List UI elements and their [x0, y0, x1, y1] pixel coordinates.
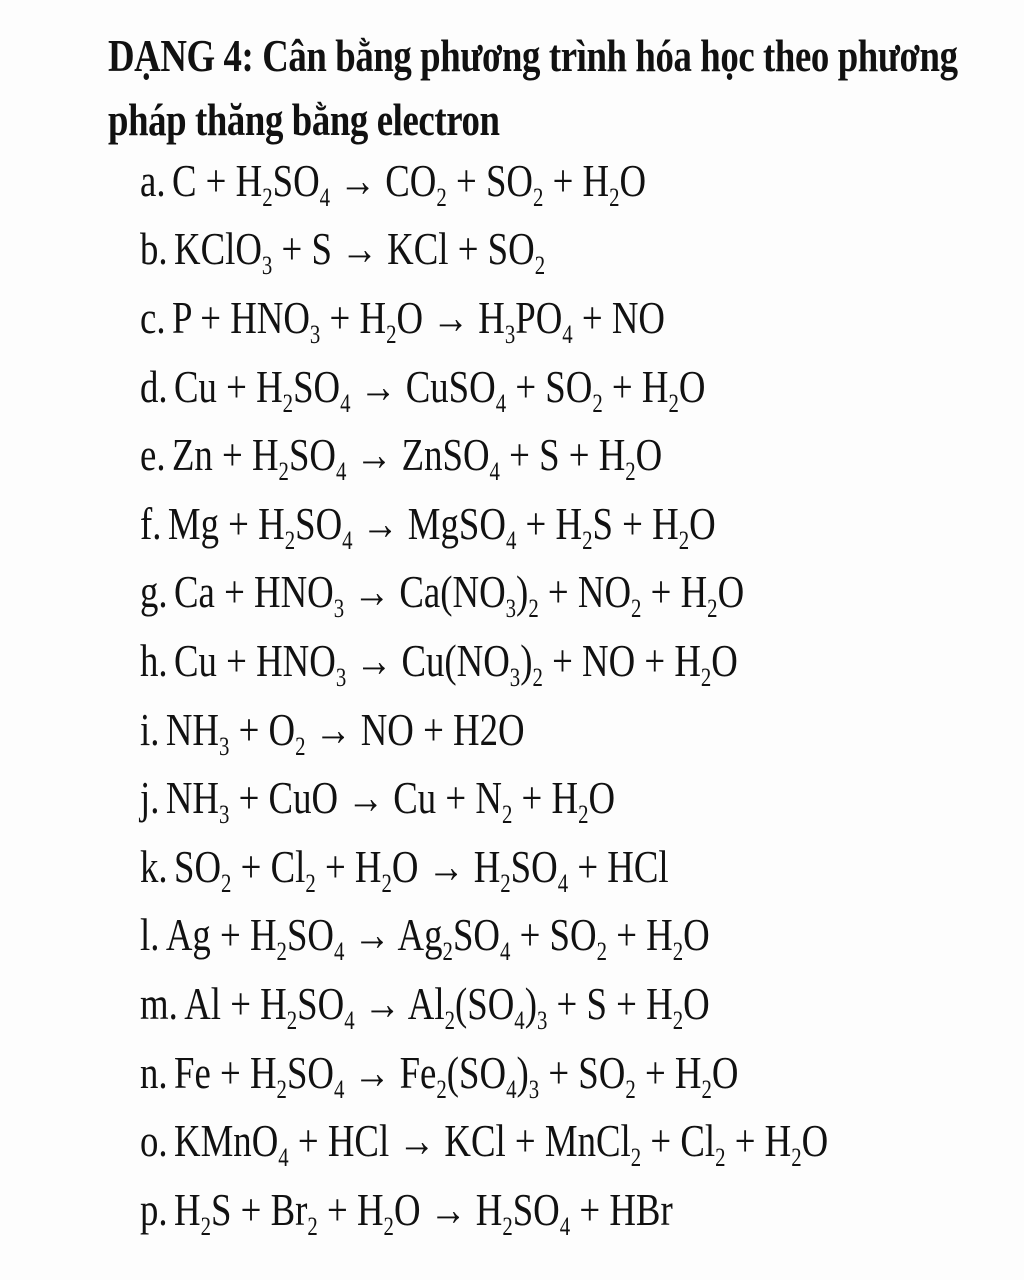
formula-subscript: 4	[333, 937, 345, 967]
formula-text: + H	[516, 497, 583, 549]
formula-text: → NO + H2O	[305, 703, 525, 755]
formula-subscript: 3	[218, 731, 230, 761]
formula-text: + S + H	[547, 977, 673, 1029]
formula-text: → Ca(NO	[344, 566, 506, 618]
formula-subscript: 2	[386, 319, 397, 349]
equation-formula	[174, 840, 669, 898]
formula-subscript: 2	[609, 182, 620, 212]
equation-label: i.	[140, 703, 160, 755]
formula-subscript: 2	[262, 182, 273, 212]
formula-subscript: 2	[532, 182, 544, 212]
formula-text: + SO	[510, 909, 597, 961]
formula-text: SO	[295, 497, 343, 549]
formula-text: H	[174, 1183, 201, 1235]
formula-text: O	[678, 360, 706, 412]
formula-subscript: 2	[678, 525, 690, 555]
formula-subscript: 2	[286, 1005, 298, 1035]
equation-formula	[174, 1046, 739, 1104]
formula-subscript: 2	[436, 182, 447, 212]
formula-subscript: 4	[278, 1143, 289, 1173]
page-title	[108, 24, 958, 152]
formula-text: (SO	[454, 977, 515, 1029]
formula-text: SO	[288, 429, 336, 481]
formula-text: + CuO → Cu + N	[229, 772, 502, 824]
formula-subscript: 2	[381, 868, 392, 898]
formula-subscript: 4	[559, 1211, 571, 1241]
formula-subscript: 2	[625, 457, 636, 487]
formula-text: )	[516, 1046, 529, 1098]
formula-subscript: 4	[319, 182, 331, 212]
equation-formula	[174, 360, 706, 418]
formula-subscript: 2	[383, 1211, 394, 1241]
formula-subscript: 2	[200, 1211, 211, 1241]
formula-text: + H	[725, 1115, 792, 1167]
formula-text: P + HNO	[171, 291, 310, 343]
formula-subscript: 3	[261, 251, 273, 281]
formula-text: → ZnSO	[346, 429, 490, 481]
formula-text: Al + H	[184, 977, 287, 1029]
formula-text: SO	[452, 909, 500, 961]
formula-text: O	[619, 154, 647, 206]
formula-text: PO	[515, 291, 563, 343]
formula-text: Ag + H	[165, 909, 277, 961]
formula-subscript: 2	[442, 937, 453, 967]
equation-label: b.	[140, 223, 168, 275]
formula-subscript: 2	[295, 731, 306, 761]
equation-label: g.	[140, 566, 168, 618]
formula-subscript: 2	[625, 1074, 636, 1104]
formula-subscript: 3	[333, 594, 345, 624]
equation-item	[140, 352, 828, 421]
equation-item	[140, 420, 828, 489]
formula-text: + HCl	[568, 840, 669, 892]
formula-subscript: 2	[791, 1143, 802, 1173]
formula-subscript: 2	[282, 388, 294, 418]
formula-subscript: 2	[501, 800, 513, 830]
formula-text: + S → KCl + SO	[272, 223, 535, 275]
formula-text: )	[524, 977, 537, 1029]
equation-label: c.	[140, 291, 166, 343]
formula-text: + H	[317, 1183, 384, 1235]
equation-label: e.	[140, 429, 166, 481]
formula-subscript: 2	[444, 1005, 455, 1035]
formula-subscript: 2	[596, 937, 607, 967]
formula-subscript: 2	[276, 937, 287, 967]
formula-text: + H	[320, 291, 387, 343]
formula-subscript: 4	[495, 388, 507, 418]
equation-item	[140, 626, 828, 695]
formula-text: SO	[512, 1183, 560, 1235]
formula-text: + HCl → KCl + MnCl	[288, 1115, 631, 1167]
formula-subscript: 2	[276, 1074, 287, 1104]
formula-subscript: 4	[336, 457, 347, 487]
formula-subscript: 2	[307, 1211, 318, 1241]
formula-text: → Ag	[344, 909, 443, 961]
equation-formula	[174, 634, 738, 692]
formula-subscript: 4	[333, 1074, 345, 1104]
equation-label: p.	[140, 1183, 168, 1235]
equation-label: m.	[140, 977, 178, 1029]
equation-item	[140, 283, 828, 352]
formula-text: → CO	[330, 154, 437, 206]
formula-text: + NO	[538, 566, 632, 618]
formula-text: + H	[315, 840, 382, 892]
formula-subscript: 2	[701, 1074, 712, 1104]
formula-text: )	[520, 634, 533, 686]
equation-item	[140, 695, 828, 764]
equation-label: l.	[140, 909, 160, 961]
equation-item	[140, 1175, 828, 1244]
formula-text: + SO	[446, 154, 533, 206]
formula-text: S + Br	[210, 1183, 308, 1235]
formula-text: SO	[510, 840, 558, 892]
formula-subscript: 4	[499, 937, 511, 967]
formula-text: + H	[635, 1046, 702, 1098]
formula-text: KClO	[174, 223, 262, 275]
formula-subscript: 2	[631, 594, 642, 624]
equation-formula	[184, 977, 710, 1035]
formula-text: Ca + HNO	[174, 566, 334, 618]
formula-subscript: 2	[528, 594, 539, 624]
formula-subscript: 4	[342, 525, 353, 555]
formula-subscript: 3	[218, 800, 230, 830]
equation-formula	[167, 497, 716, 555]
formula-text: + H	[512, 772, 579, 824]
formula-text: + HBr	[570, 1183, 673, 1235]
formula-subscript: 2	[284, 525, 296, 555]
formula-subscript: 4	[344, 1005, 355, 1035]
equation-label: n.	[140, 1046, 168, 1098]
formula-text: + H	[543, 154, 610, 206]
equation-item	[140, 1106, 828, 1175]
formula-subscript: 3	[309, 319, 321, 349]
formula-subscript: 3	[335, 662, 347, 692]
formula-text: )	[516, 566, 529, 618]
formula-subscript: 2	[534, 251, 546, 281]
equation-item	[140, 1038, 828, 1107]
equation-label: k.	[140, 840, 168, 892]
formula-text: → MgSO	[352, 497, 506, 549]
formula-text: + NO	[572, 291, 665, 343]
equation-item	[140, 558, 828, 627]
formula-subscript: 4	[557, 868, 569, 898]
formula-text: SO	[286, 1046, 334, 1098]
formula-subscript: 2	[715, 1143, 726, 1173]
formula-text: + SO	[506, 360, 593, 412]
formula-subscript: 2	[221, 868, 232, 898]
formula-subscript: 2	[436, 1074, 447, 1104]
formula-text: O → H	[396, 291, 505, 343]
formula-text: + H	[606, 909, 673, 961]
equation-formula	[171, 291, 665, 349]
formula-subscript: 3	[504, 319, 516, 349]
formula-subscript: 3	[509, 662, 521, 692]
equation-formula	[165, 908, 710, 967]
formula-text: + Cl	[641, 1115, 716, 1167]
formula-text: O	[711, 1046, 739, 1098]
formula-text: KMnO	[174, 1115, 279, 1167]
equation-formula	[174, 1183, 673, 1241]
formula-text: + H	[602, 360, 669, 412]
formula-subscript: 2	[668, 388, 679, 418]
formula-subscript: 4	[340, 388, 351, 418]
formula-text: + Cl	[231, 840, 306, 892]
formula-text: + NO + H	[542, 634, 701, 686]
title-line-1: DẠNG 4: Cân bằng phương trình hóa học theo phương	[108, 30, 958, 81]
formula-subscript: 2	[502, 1211, 513, 1241]
equation-formula	[165, 771, 616, 830]
formula-subscript: 2	[630, 1143, 642, 1173]
title-line-2: pháp thăng bằng electron	[108, 94, 500, 145]
equation-label: f.	[140, 497, 162, 549]
formula-subscript: 3	[528, 1074, 540, 1104]
equation-label: h.	[140, 634, 168, 686]
formula-subscript: 2	[707, 594, 718, 624]
formula-text: (SO	[446, 1046, 507, 1098]
formula-text: SO	[174, 840, 222, 892]
equation-list	[140, 146, 1000, 1244]
formula-subscript: 2	[532, 662, 543, 692]
formula-text: O	[711, 634, 738, 686]
equation-item	[140, 901, 828, 970]
formula-text: O	[588, 772, 616, 824]
formula-text: Fe + H	[174, 1046, 277, 1098]
formula-subscript: 2	[578, 800, 589, 830]
formula-subscript: 4	[562, 319, 573, 349]
equation-label: j.	[140, 772, 160, 824]
formula-subscript: 2	[672, 1005, 684, 1035]
formula-text: → Al	[354, 977, 445, 1029]
formula-text: O	[801, 1115, 829, 1167]
equation-formula	[174, 565, 745, 624]
formula-text: SO	[272, 154, 320, 206]
equation-formula	[171, 428, 663, 487]
equation-item	[140, 832, 828, 901]
equation-formula	[174, 1114, 829, 1173]
equation-label: d.	[140, 360, 168, 412]
formula-subscript: 4	[489, 457, 500, 487]
formula-subscript: 4	[506, 1074, 517, 1104]
formula-subscript: 2	[305, 868, 316, 898]
formula-text: O	[689, 497, 716, 549]
formula-subscript: 2	[500, 868, 511, 898]
formula-text: → Cu(NO	[346, 634, 510, 686]
formula-text: O	[635, 429, 663, 481]
formula-text: Cu + HNO	[174, 634, 336, 686]
formula-text: NH	[165, 703, 219, 755]
formula-text: O	[683, 909, 710, 961]
formula-subscript: 4	[505, 525, 517, 555]
equation-item	[140, 969, 828, 1038]
formula-text: + O	[229, 703, 296, 755]
equation-item	[140, 146, 828, 215]
formula-text: SO	[286, 909, 334, 961]
equation-formula	[165, 703, 525, 761]
formula-text: SO	[297, 977, 345, 1029]
formula-text: + S + H	[499, 429, 626, 481]
formula-text: SO	[293, 360, 341, 412]
equation-label: o.	[140, 1115, 168, 1167]
formula-text: Zn + H	[171, 429, 279, 481]
formula-subscript: 2	[592, 388, 603, 418]
formula-text: O → H	[393, 1183, 503, 1235]
formula-text: Mg + H	[167, 497, 285, 549]
formula-subscript: 4	[514, 1005, 525, 1035]
equation-label: a.	[140, 154, 166, 206]
formula-subscript: 2	[278, 457, 289, 487]
formula-text: O	[683, 977, 710, 1029]
equation-formula	[171, 154, 647, 212]
equation-item	[140, 215, 828, 284]
formula-text: + SO	[539, 1046, 626, 1098]
formula-text: → Fe	[344, 1046, 437, 1098]
formula-text: O → H	[391, 840, 501, 892]
equation-item	[140, 489, 828, 558]
formula-text: + H	[641, 566, 708, 618]
formula-subscript: 2	[582, 525, 593, 555]
equation-item	[140, 763, 828, 832]
formula-subscript: 2	[700, 662, 712, 692]
formula-text: Cu + H	[174, 360, 283, 412]
formula-text: C + H	[171, 154, 263, 206]
formula-text: O	[717, 566, 745, 618]
formula-text: S + H	[592, 497, 679, 549]
formula-text: → CuSO	[350, 360, 496, 412]
formula-subscript: 2	[672, 937, 684, 967]
formula-subscript: 3	[536, 1005, 548, 1035]
formula-text: NH	[165, 772, 219, 824]
formula-subscript: 3	[505, 594, 517, 624]
equation-formula	[174, 222, 546, 281]
